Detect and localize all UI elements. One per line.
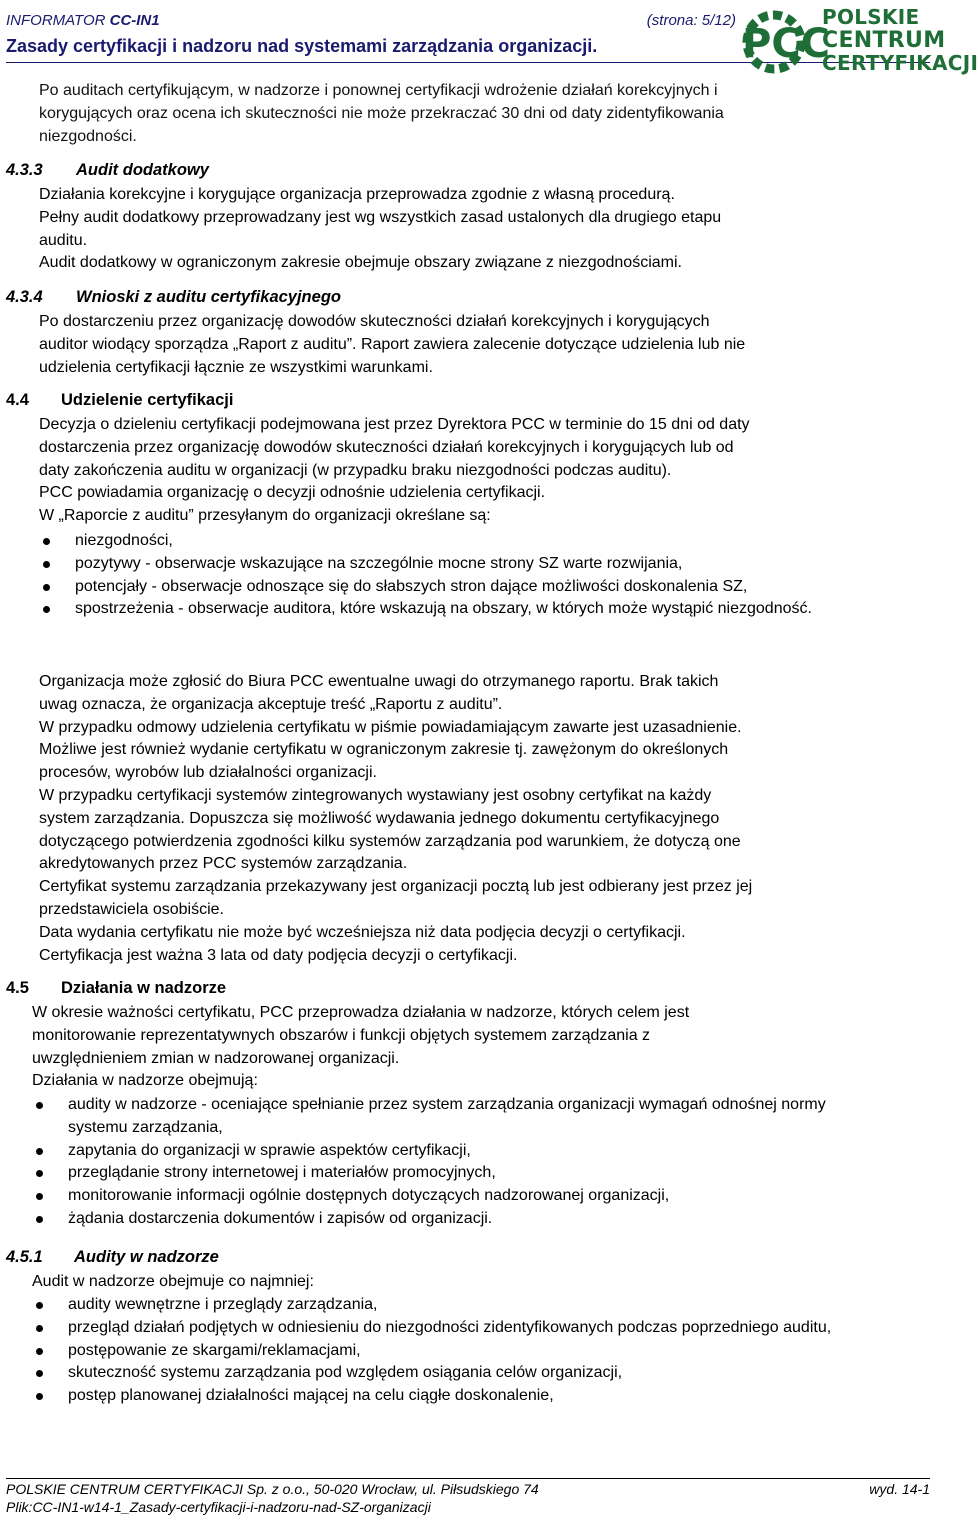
body-line: przedstawiciela osobiście. — [39, 900, 224, 918]
body-line: Możliwe jest również wydanie certyfikatu w ograniczonym zakresie tj. zawężonym do określonych — [39, 741, 729, 759]
section-title: Działania w nadzorze — [61, 979, 227, 997]
section-heading-4-3-4 — [6, 288, 341, 307]
list-item: zapytania do organizacji w sprawie aspektów certyfikacji, — [32, 1140, 892, 1163]
bullet-icon — [36, 1393, 43, 1400]
body-line: W przypadku odmowy udzielenia certyfikatu w piśmie powiadamiającym zawarte jest uzasadnienie. — [39, 718, 742, 736]
document-title: Zasady certyfikacji i nadzoru nad systemami zarządzania organizacji. — [6, 36, 598, 56]
page-header — [6, 12, 736, 57]
section-number: 4.3.4 — [6, 288, 43, 306]
list-item: postęp planowanej działalności mającej na celu ciągłe doskonalenie, — [32, 1385, 892, 1408]
body-line: uwag oznacza, że organizacja akceptuje treść „Raportu z auditu”. — [39, 695, 503, 713]
pcc-logo-letters: PCC — [742, 21, 831, 67]
body-line: Po dostarczeniu przez organizację dowodów skuteczności działań korekcyjnych i korygujących — [39, 313, 710, 330]
body-line: akredytowanych przez PCC systemów zarządzania. — [39, 855, 408, 873]
list-item: pozytywy - obserwacje wskazujące na szczególnie mocne strony SZ warte rozwijania, — [39, 553, 879, 576]
section-body-4-3-4 — [39, 311, 929, 379]
body-line: W „Raporcie z auditu” przesyłanym do organizacji określane są: — [39, 507, 491, 525]
bullet-icon — [36, 1216, 43, 1223]
body-line: Audit dodatkowy w ograniczonym zakresie obejmuje obszary związane z niezgodnościami. — [39, 254, 682, 272]
report-contents-list — [39, 530, 879, 621]
section-body-4-5 — [32, 1002, 922, 1093]
intro-paragraph — [39, 80, 919, 148]
body-line: Działania w nadzorze obejmują: — [32, 1072, 258, 1090]
footer-file-name: Plik:CC-IN1-w14-1_Zasady-certyfikacji-i-nadzoru-nad-SZ-organizacji — [6, 1499, 431, 1515]
list-item: przeglądanie strony internetowej i materiałów promocyjnych, — [32, 1162, 892, 1185]
body-line: daty zakończenia auditu w organizacji (w przypadku braku niezgodności podczas auditu). — [39, 461, 672, 479]
body-line: W okresie ważności certyfikatu, PCC przeprowadza działania w nadzorze, których celem jest — [32, 1004, 690, 1021]
logo-line-1: POLSKIE — [822, 5, 920, 29]
list-item: skuteczność systemu zarządzania pod względem osiągania celów organizacji, — [32, 1362, 892, 1385]
list-item: niezgodności, — [39, 530, 879, 553]
body-line: Certyfikacja jest ważna 3 lata od daty podjęcia decyzji o certyfikacji. — [39, 946, 518, 964]
bullet-icon — [36, 1348, 43, 1355]
body-line: dotyczącego potwierdzenia zgodności kilku systemów zarządzania pod warunkiem, że dotyczą one — [39, 832, 741, 850]
body-line: Decyzja o dzieleniu certyfikacji podejmowana jest przez Dyrektora PCC w terminie do 15 dni od daty — [39, 416, 750, 433]
bullet-icon — [43, 606, 50, 613]
body-line: udzielenia certyfikacji łącznie ze wszystkimi warunkami. — [39, 358, 433, 376]
section-title: Wnioski z auditu certyfikacyjnego — [76, 288, 341, 306]
body-line: Pełny audit dodatkowy przeprowadzany jest wg wszystkich zasad ustalonych dla drugiego etapu — [39, 208, 722, 226]
body-line: Data wydania certyfikatu nie może być wcześniejsza niż data podjęcia decyzji o certyfikacji. — [39, 923, 686, 941]
list-item: audity w nadzorze - oceniające spełnianie przez system zarządzania organizacji wymagań odnośnej normy systemu zarządzania, — [32, 1094, 868, 1140]
section-title: Udzielenie certyfikacji — [61, 391, 234, 409]
list-item: potencjały - obserwacje odnoszące się do słabszych stron dające możliwości doskonalenia SZ, — [39, 576, 879, 599]
intro-line: niezgodności. — [39, 127, 137, 145]
logo-line-3: CERTYFIKACJI — [822, 51, 978, 75]
bullet-icon — [36, 1302, 43, 1309]
list-item: żądania dostarczenia dokumentów i zapisów od organizacji. — [32, 1208, 892, 1231]
section-heading-4-3-3 — [6, 161, 209, 180]
section-body-4-4-continued — [39, 671, 934, 967]
page-number: (strona: 5/12) — [646, 12, 736, 29]
list-item: postępowanie ze skargami/reklamacjami, — [32, 1340, 892, 1363]
list-item: audity wewnętrzne i przeglądy zarządzania, — [32, 1294, 892, 1317]
body-line: system zarządzania. Dopuszcza się możliwość wydawania jednego dokumentu certyfikacyjnego — [39, 809, 720, 827]
list-item: monitorowanie informacji ogólnie dostępnych dotyczących nadzorowanej organizacji, — [32, 1185, 892, 1208]
pcc-logo — [738, 4, 978, 82]
body-line: auditu. — [39, 231, 88, 249]
intro-line: korygujących oraz ocena ich skuteczności nie może przekraczać 30 dni od daty zidentyfikowania — [39, 104, 724, 122]
section-body-4-5-1 — [32, 1271, 912, 1294]
section-body-4-3-3 — [39, 184, 919, 275]
list-item: spostrzeżenia - obserwacje auditora, które wskazują na obszary, w których może wystąpić niezgodność. — [39, 598, 865, 621]
body-line: Audit w nadzorze obejmuje co najmniej: — [32, 1273, 314, 1290]
body-line: dostarczenia przez organizację dowodów skuteczności działań korekcyjnych i korygujących lub od — [39, 438, 734, 456]
bullet-icon — [36, 1170, 43, 1177]
pcc-logo-mark — [738, 4, 831, 82]
bullet-icon — [36, 1102, 43, 1109]
body-line: PCC powiadamia organizację o decyzji odnośnie udzielenia certyfikacji. — [39, 484, 546, 502]
section-number: 4.4 — [6, 391, 29, 409]
body-line: W przypadku certyfikacji systemów zintegrowanych wystawiany jest osobny certyfikat na każdy — [39, 786, 712, 804]
body-line: auditor wiodący sporządza „Raport z auditu”. Raport zawiera zalecenie dotyczące udzielenia lub nie — [39, 335, 746, 353]
footer-address-line — [6, 1481, 930, 1497]
body-line: Certyfikat systemu zarządzania przekazywany jest organizacji pocztą lub jest odbierany jest przez jej — [39, 878, 753, 896]
supervision-activities-list — [32, 1094, 892, 1231]
surveillance-audit-scope-list — [32, 1294, 892, 1408]
section-number: 4.5 — [6, 979, 29, 997]
section-heading-4-4 — [6, 391, 233, 410]
intro-line: Po auditach certyfikującym, w nadzorze i ponownej certyfikacji wdrożenie działań korekcyjnych i — [39, 82, 718, 99]
list-item: przegląd działań podjętych w odniesieniu do niezgodności zidentyfikowanych podczas poprzedniego auditu, — [32, 1317, 858, 1340]
bullet-icon — [36, 1148, 43, 1155]
section-body-4-4 — [39, 414, 934, 528]
section-heading-4-5-1 — [6, 1248, 219, 1267]
footer-edition: wyd. 14-1 — [869, 1481, 930, 1497]
body-line: uwzględnieniem zmian w nadzorowanej organizacji. — [32, 1049, 400, 1067]
header-line — [6, 12, 736, 34]
footer-address: POLSKIE CENTRUM CERTYFIKACJI Sp. z o.o., 50-020 Wrocław, ul. Piłsudskiego 74 — [6, 1481, 539, 1497]
bullet-icon — [43, 561, 50, 568]
logo-line-2: CENTRUM — [822, 28, 946, 53]
header-brand: INFORMATOR — [6, 12, 110, 29]
body-line: monitorowanie reprezentatywnych obszarów i funkcji objętych systemem zarządzania z — [32, 1026, 651, 1044]
body-line: procesów, wyrobów lub działalności organizacji. — [39, 764, 377, 782]
section-title: Audity w nadzorze — [74, 1248, 219, 1266]
section-number: 4.3.3 — [6, 161, 43, 179]
pcc-logo-wordmark — [822, 6, 978, 75]
footer-divider — [6, 1478, 930, 1479]
header-code: CC-IN1 — [109, 12, 160, 29]
bullet-icon — [36, 1325, 43, 1332]
bullet-icon — [43, 538, 50, 545]
section-title: Audit dodatkowy — [76, 161, 209, 179]
bullet-icon — [36, 1193, 43, 1200]
section-number: 4.5.1 — [6, 1248, 43, 1266]
body-line: Organizacja może zgłosić do Biura PCC ewentualne uwagi do otrzymanego raportu. Brak takich — [39, 673, 719, 690]
body-line: Działania korekcyjne i korygujące organizacja przeprowadza zgodnie z własną procedurą. — [39, 186, 675, 203]
bullet-icon — [43, 584, 50, 591]
section-heading-4-5 — [6, 979, 226, 998]
bullet-icon — [36, 1370, 43, 1377]
